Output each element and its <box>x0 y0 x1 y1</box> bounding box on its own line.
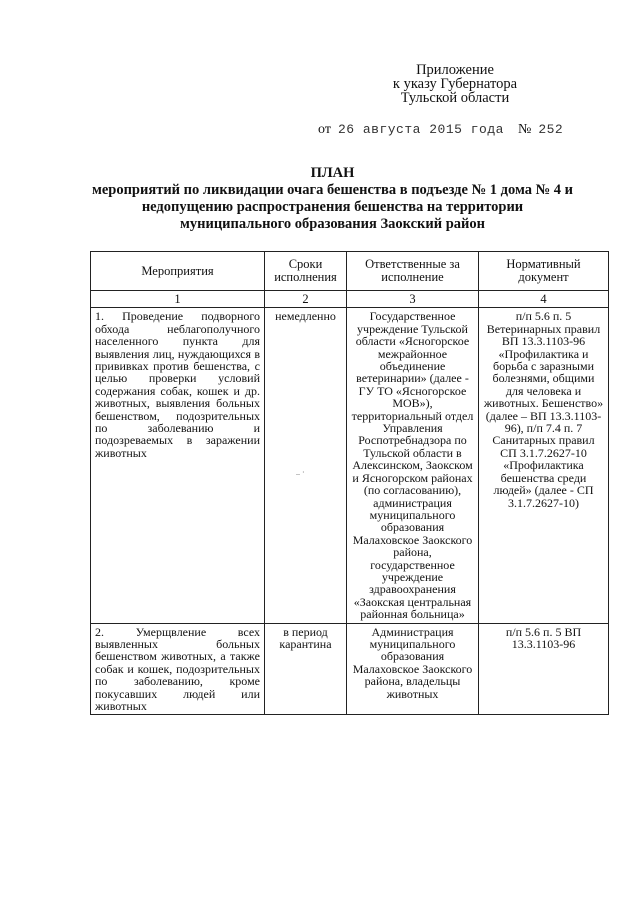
decree-number: 252 <box>538 122 564 137</box>
activity-cell: 2. Умерщвление всех выявленных больных бешенством животных, а также собак и кошек, подозрительных по заболеванию, кроме покусавших людей или животных <box>91 623 265 715</box>
activity-cell: 1. Проведение подворного обхода неблагополучного населенного пункта для выявления лиц, нуждающихся в прививках против бешенства, с целью проверки условий содержания собак, кошек и др. животных, выявления больных бешенством, подозрительных по заболеванию и подозреваемых в заражении животных <box>91 308 265 623</box>
title-heading: ПЛАН <box>310 165 355 181</box>
number-label: № <box>517 122 532 137</box>
appendix-line-1: Приложение <box>416 62 494 78</box>
responsible-cell: Государственное учреждение Тульской области «Ясногорское межрайонное объединение ветеринарии» (далее - ГУ ТО «Ясногорское МОВ»), территориальный отдел Управления Роспотребнадзора по Тульской области в Алексинском, Заокском и Ясногорском районах (по согласованию), администрация муниципального образования Малаховское Заокского района, государственное учреждение здравоохранения «Заокская центральная районная больница» <box>347 308 479 623</box>
document-title <box>60 165 605 233</box>
column-number: 4 <box>479 291 609 308</box>
column-numbers-row <box>91 291 609 308</box>
document-cell: п/п 5.6 п. 5 Ветеринарных правил ВП 13.3.1103-96 «Профилактика и борьба с заразными болезнями, общими для человека и животных. Бешенство» (далее – ВП 13.3.1103-96), п/п 7.4 п. 7 Санитарных правил СП 3.1.7.2627-10 «Профилактика бешенства среди людей» (далее - СП 3.1.7.2627-10) <box>479 308 609 623</box>
table-row <box>91 623 609 715</box>
title-subtitle-line-3: муниципального образования Заокский район <box>179 216 486 232</box>
column-number: 1 <box>91 291 265 308</box>
appendix-block <box>370 63 540 105</box>
plan-table <box>90 251 609 715</box>
document-cell: п/п 5.6 п. 5 ВП 13.3.1103-96 <box>479 623 609 715</box>
term-cell: немедленно <box>265 308 347 623</box>
term-cell: в период карантина <box>265 623 347 715</box>
decree-date: 26 августа 2015 года <box>337 122 504 137</box>
table-row <box>91 308 609 623</box>
column-header-activities: Мероприятия <box>91 252 265 291</box>
title-subtitle-line-2: недопущению распространения бешенства на территории <box>141 199 524 215</box>
column-number: 2 <box>265 291 347 308</box>
decree-dateline <box>318 122 563 138</box>
table-header-row <box>91 252 609 291</box>
column-header-document: Нормативный документ <box>479 252 609 291</box>
title-subtitle-line-1: мероприятий по ликвидации очага бешенства в подъезде № 1 дома № 4 и <box>91 182 574 198</box>
column-number: 3 <box>347 291 479 308</box>
appendix-line-2: к указу Губернатора <box>392 76 518 92</box>
column-header-responsible: Ответственные за исполнение <box>347 252 479 291</box>
responsible-cell: Администрация муниципального образования Малаховское Заокского района, владельцы животных <box>347 623 479 715</box>
column-header-terms: Сроки исполнения <box>265 252 347 291</box>
stray-scan-mark: .. · <box>296 468 305 477</box>
date-from-label: от <box>318 122 331 137</box>
appendix-line-3: Тульской области <box>400 90 510 106</box>
